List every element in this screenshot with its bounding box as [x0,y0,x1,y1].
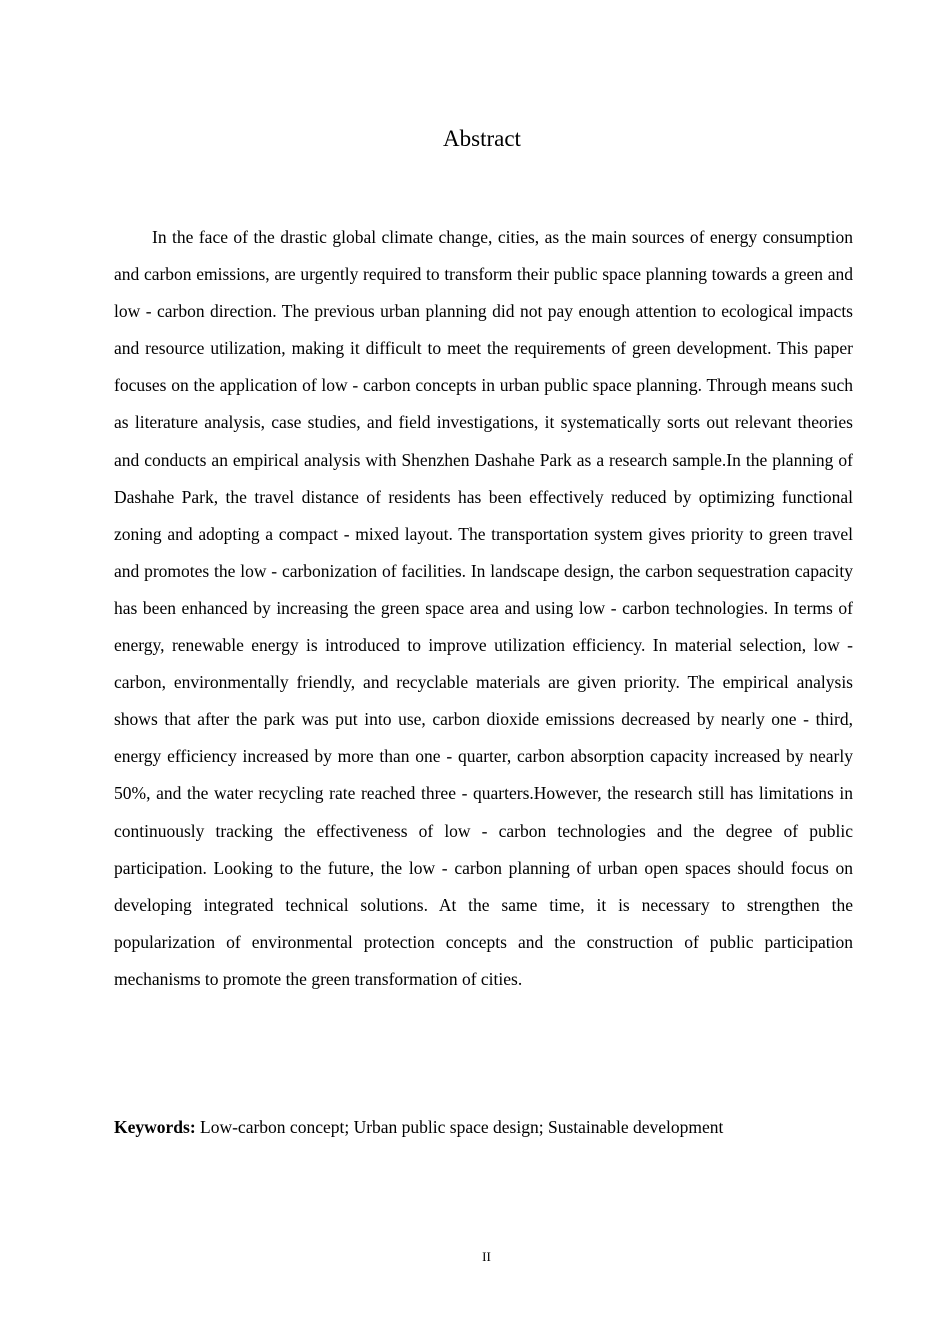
page-number: II [482,1249,491,1264]
abstract-body: In the face of the drastic global climate change, cities, as the main sources of energy consumption and carbon emissions, are urgently required to transform their public space planning towards a green and low - carbon direction. The previous urban planning did not pay enough attention to ecological impacts and resource utilization, making it difficult to meet the requirements of green development. This paper focuses on the application of low - carbon concepts in urban public space planning. Through means such as literature analysis, case studies, and field investigations, it systematically sorts out relevant theories and conducts an empirical analysis with Shenzhen Dashahe Park as a research sample.In the planning of Dashahe Park, the travel distance of residents has been effectively reduced by optimizing functional zoning and adopting a compact - mixed layout. The transportation system gives priority to green travel and promotes the low - carbonization of facilities. In landscape design, the carbon sequestration capacity has been enhanced by increasing the green space area and using low - carbon technologies. In terms of energy, renewable energy is introduced to improve utilization efficiency. In material selection, low - carbon, environmentally friendly, and recyclable materials are given priority. The empirical analysis shows that after the park was put into use, carbon dioxide emissions decreased by nearly one - third, energy efficiency increased by more than one - quarter, carbon absorption capacity increased by nearly 50%, and the water recycling rate reached three - quarters.However, the research still has limitations in continuously tracking the effectiveness of low - carbon technologies and the degree of public participation. Looking to the future, the low - carbon planning of urban open spaces should focus on developing integrated technical solutions. At the same time, it is necessary to strengthen the popularization of environmental protection concepts and the construction of public participation mechanisms to promote the green transformation of cities. [114,227,853,989]
keywords-text: Low-carbon concept; Urban public space design; Sustainable development [200,1117,724,1137]
keywords-label: Keywords: [114,1117,196,1137]
keywords-line [114,1109,853,1146]
abstract-title: Abstract [443,126,521,151]
